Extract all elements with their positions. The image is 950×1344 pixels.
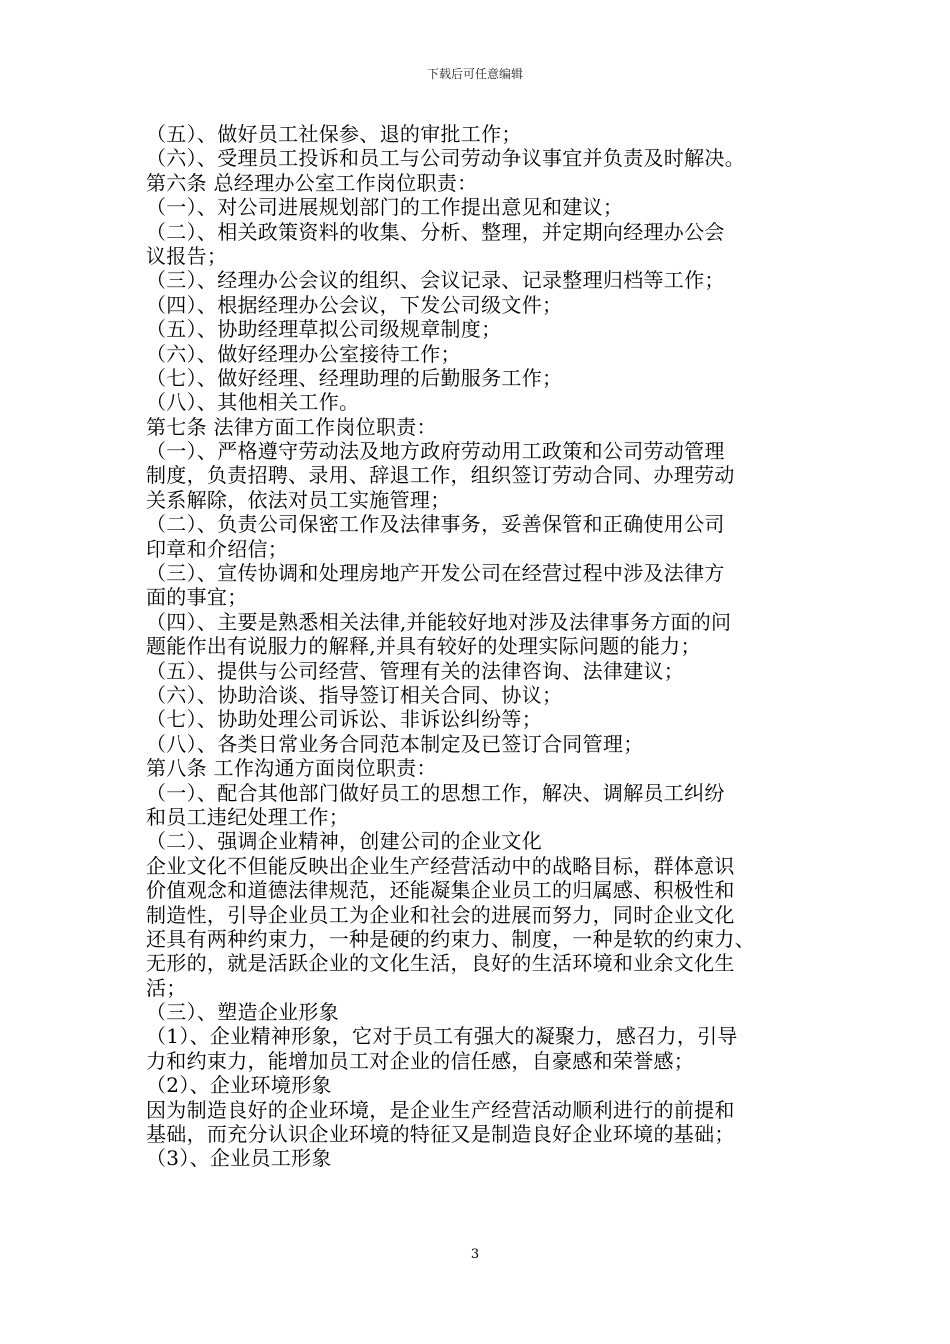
text-line: 还具有两种约束力，一种是硬的约束力、制度，一种是软的约束力、 [146,926,755,951]
text-line: （六）、做好经理办公室接待工作； [146,341,461,366]
text-line: （三）、塑造企业形象 [146,1000,339,1025]
text-line: （三）、经理办公会议的组织、会议记录、记录整理归档等工作； [146,268,725,293]
text-line: 因为制造良好的企业环境，是企业生产经营活动顺利进行的前提和 [146,1097,735,1122]
article-heading: 第七条 法律方面工作岗位职责： [146,414,437,439]
text-line: 力和约束力，能增加员工对企业的信任感，自豪感和荣誉感； [146,1048,695,1073]
text-line: （二）、负责公司保密工作及法律事务，妥善保管和正确使用公司 [146,512,725,537]
text-line: 制度，负责招聘、录用、辞退工作，组织签订劳动合同、办理劳动 [146,463,735,488]
text-line: 关系解除，依法对员工实施管理； [146,487,451,512]
text-line: 企业文化不但能反映出企业生产经营活动中的战略目标，群体意识 [146,853,735,878]
text-line: （六）、受理员工投诉和员工与公司劳动争议事宜并负责及时解决。 [146,146,745,171]
text-line: （七）、做好经理、经理助理的后勤服务工作； [146,365,563,390]
page-header: 下载后可任意编辑 [426,67,523,81]
text-line: （1）、企业精神形象，它对于员工有强大的凝聚力，感召力，引导 [146,1024,738,1049]
text-line: （五）、做好员工社保参、退的审批工作； [146,122,522,146]
text-line: 无形的，就是活跃企业的文化生活，良好的生活环境和业余文化生 [146,951,735,976]
text-line: 价值观念和道德法律规范，还能凝集企业员工的归属感、积极性和 [146,878,735,903]
text-line: （2）、企业环境形象 [146,1073,332,1098]
text-line: 面的事宜； [146,585,248,610]
text-line: 制造性，引导企业员工为企业和社会的进展而努力，同时企业文化 [146,902,735,927]
text-line: 活； [146,975,187,1000]
text-line: （四）、根据经理办公会议，下发公司级文件； [146,292,563,317]
text-line: （五）、协助经理草拟公司级规章制度； [146,317,502,342]
text-line: （八）、其他相关工作。 [146,390,360,415]
text-line: （八）、各类日常业务合同范本制定及已签订合同管理； [146,731,644,756]
text-line: 题能作出有说服力的解释,并具有较好的处理实际问题的能力； [146,634,701,659]
text-line: （3）、企业员工形象 [146,1146,332,1171]
text-line: （五）、提供与公司经营、管理有关的法律咨询、法律建议； [146,658,685,683]
text-line: （一）、严格遵守劳动法及地方政府劳动用工政策和公司劳动管理 [146,439,725,464]
page-number: 3 [470,1247,480,1262]
text-line: （一）、配合其他部门做好员工的思想工作，解决、调解员工纠纷 [146,780,725,805]
text-line: 印章和介绍信； [146,536,289,561]
text-line: 基础，而充分认识企业环境的特征又是制造良好企业环境的基础； [146,1122,735,1147]
text-line: （四）、主要是熟悉相关法律,并能较好地对涉及法律事务方面的问 [146,609,732,634]
text-line: （一）、对公司进展规划部门的工作提出意见和建议； [146,195,624,220]
text-line: （七）、协助处理公司诉讼、非诉讼纠纷等； [146,707,542,732]
text-line: 议报告； [146,243,228,268]
article-heading: 第六条 总经理办公室工作岗位职责： [146,170,478,195]
text-line: （二）、强调企业精神，创建公司的企业文化 [146,829,542,854]
text-line: （二）、相关政策资料的收集、分析、整理，并定期向经理办公会 [146,219,725,244]
text-line: （六）、协助洽谈、指导签订相关合同、协议； [146,682,563,707]
text-line: （三）、宣传协调和处理房地产开发公司在经营过程中涉及法律方 [146,561,725,586]
article-heading: 第八条 工作沟通方面岗位职责： [146,756,437,781]
text-line: 和员工违纪处理工作； [146,804,349,829]
document-body [146,122,806,1171]
